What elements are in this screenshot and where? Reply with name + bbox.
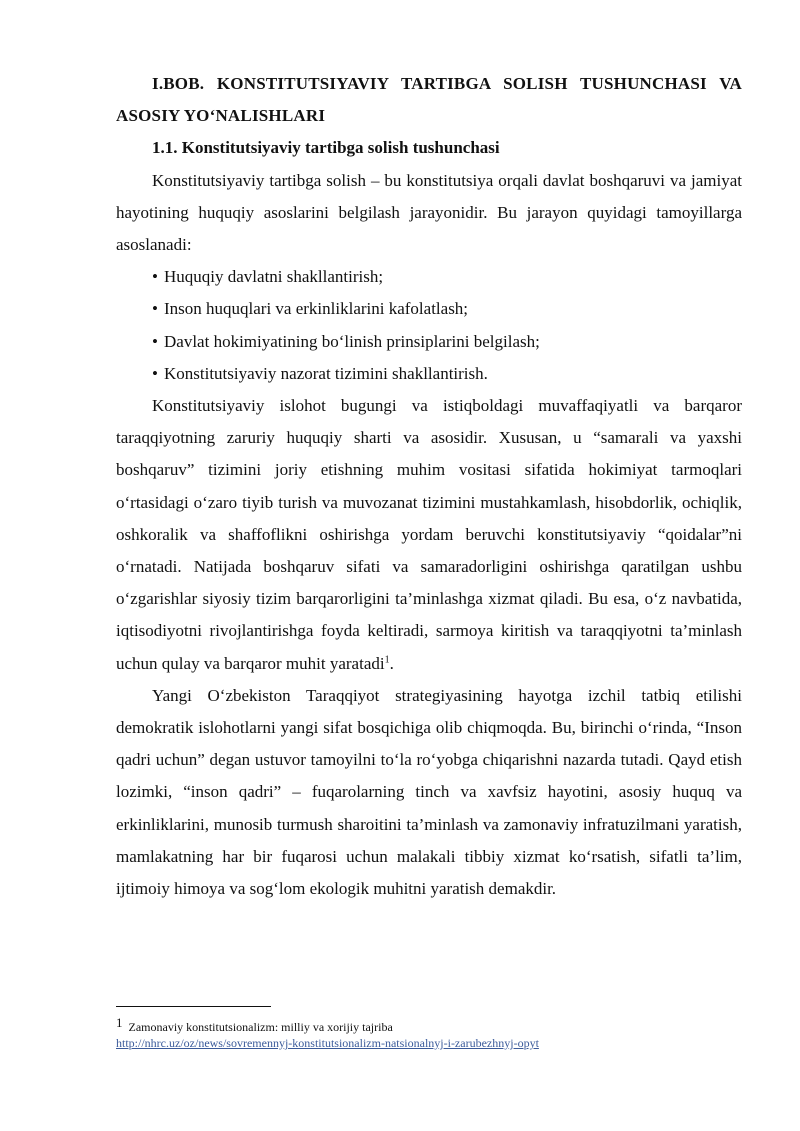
principles-list [116,261,742,390]
paragraph-2: Konstitutsiyaviy islohot bugungi va istiqboldagi muvaffaqiyatli va barqaror taraqqiyotning zaruriy huquqiy sharti va asosidir. Xususan, u “samarali va yaxshi boshqaruv” tizimini joriy etishning muhim vositasi sifatida hokimiyat tarmoqlari o‘rtasidagi o‘zaro tiyib turish va muvozanat tizimini mustahkamlash, hisobdorlik, ochiqlik, oshkoralik va shaffoflikni oshirishga yordam beruvchi konstitutsiyaviy “qoidalar”ni o‘rnatadi. Natijada boshqaruv sifati va samaradorligini oshirishga qaratilgan ushbu o‘zgarishlar siyosiy tizim barqarorligini ta’minlashga xizmat qiladi. Bu esa, o‘z navbatida, iqtisodiyotni rivojlantirishga foyda keltiradi, sarmoya kiritish va taraqqiyotni ta’minlash uchun qulay va barqaror muhit yaratadi$^1$. [116,396,742,673]
bullet-icon: • [152,363,158,383]
footnote-link[interactable]: http://nhrc.uz/oz/news/sovremennyj-konstitutsionalizm-natsionalnyj-i-zarubezhnyj-opyt [116,1036,539,1050]
paragraph-3: Yangi O‘zbekiston Taraqqiyot strategiyasining hayotga izchil tatbiq etilishi demokratik islohotlarni yangi sifat bosqichiga olib chiqmoqda. Bu, birinchi o‘rinda, “Inson qadri uchun” degan ustuvor tamoyilni to‘la ro‘yobga chiqarishni nazarda tutadi. Qayd etish lozimki, “inson qadri” – fuqarolarning tinch va xavfsiz hayotini, asosiy huquq va erkinliklarini, munosib turmush sharoitini ta’minlash va zamonaviy infratuzilmani yaratish, mamlakatning har bir fuqarosi uchun malakali tibbiy xizmat ko‘rsatish, sifatli ta’lim, ijtimoiy himoya va sog‘lom ekologik muhitni yaratish demakdir. [116,685,742,899]
list-item: • Konstitutsiyaviy nazorat tizimini shakllantirish. [152,358,742,390]
chapter-title: I.BOB. KONSTITUTSIYAVIY TARTIBGA SOLISH TUSHUNCHASI VA ASOSIY YO‘NALISHLARI [116,74,742,126]
bullet-icon: • [152,331,158,351]
bullet-icon: • [152,267,158,287]
footnote-ref[interactable]: 1 [384,654,390,665]
section-title: 1.1. Konstitutsiyaviy tartibga solish tushunchasi [152,138,500,158]
list-item: • Huquqiy davlatni shakllantirish; [152,261,742,293]
footnote-divider [116,1006,271,1007]
footnote-number: 1 [116,1015,123,1030]
footnote-text: Zamonaviy konstitutsionalizm: milliy va xorijiy tajriba [128,1020,393,1034]
list-item: • Inson huquqlari va erkinliklarini kafolatlash; [152,293,742,325]
list-item: • Davlat hokimiyatining bo‘linish prinsiplarini belgilash; [152,326,742,358]
bullet-icon: • [152,299,158,319]
footnote [116,1014,756,1052]
paragraph-1: Konstitutsiyaviy tartibga solish – bu konstitutsiya orqali davlat boshqaruvi va jamiyat hayotining huquqiy asoslarini belgilash jarayonidir. Bu jarayon quyidagi tamoyillarga asoslanadi: [116,170,742,255]
document-body [116,68,742,905]
